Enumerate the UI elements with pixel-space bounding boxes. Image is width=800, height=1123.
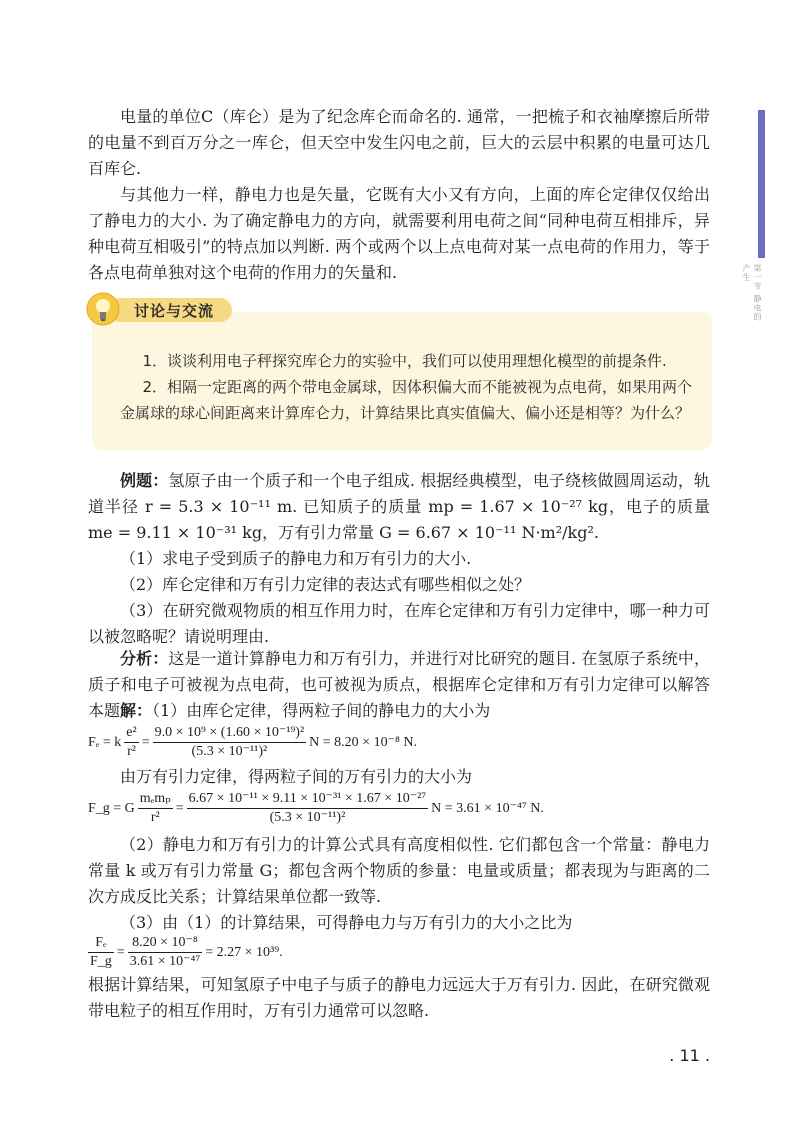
discussion-header: [86, 292, 234, 326]
eq2-fraction-symbolic: [138, 790, 173, 827]
example-text: 氢原子由一个质子和一个电子组成. 根据经典模型，电子绕核做圆周运动，轨道半径 r = 5.3 × 10⁻¹¹ m. 已知质子的质量 mp = 1.67 × 10⁻²⁷ kg，电子的质量 me = 9.11 × 10⁻³¹ kg，万有引力常量 G = 6.67 × 10⁻¹¹ N·m²/kg².: [88, 471, 710, 542]
eq3-rhs: = 2.27 × 10³⁹.: [205, 944, 283, 960]
eq2-f1-den: r²: [150, 810, 160, 825]
eq2-f1-num: mₑmₚ: [138, 790, 173, 809]
paragraph-coulomb-unit: 电量的单位C（库仑）是为了纪念库仑而命名的. 通常，一把梳子和衣袖摩擦后所带的电量不到百万分之一库仑，但天空中发生闪电之前，巨大的云层中积累的电量可达几百库仑.: [88, 107, 710, 178]
example-label: 例题：: [120, 471, 169, 490]
solution-step-2: （2）静电力和万有引力的计算公式具有高度相似性. 它们都包含一个常量：静电力常量 k 或万有引力常量 G；都包含两个物质的参量：电量或质量；都表现为与距离的二次方成反比关系；计算结果单位都一致等.: [88, 835, 710, 906]
eq3-f1-den: F_g: [90, 954, 112, 969]
eq3-f1-num: Fₑ: [88, 934, 114, 953]
chapter-tab-label: 第一节 静电的产生: [742, 264, 762, 322]
paragraph-vector-force: 与其他力一样，静电力也是矢量，它既有大小又有方向，上面的库仑定律仅仅给出了静电力的大小. 为了确定静电力的方向，就需要利用电荷之间“同种电荷互相排斥，异种电荷互相吸引”的特点加以判断. 两个或两个以上点电荷对某一点电荷的作用力，等于各点电荷单独对这个电荷的作用力的矢量和.: [88, 185, 710, 282]
eq3-fraction-numeric: [128, 934, 203, 971]
solution-step-1-intro: [88, 698, 710, 724]
solution-gravity-intro: 由万有引力定律，得两粒子间的万有引力的大小为: [120, 767, 473, 786]
equation-ratio: $\frac{\text{Fₑ}}{F\_g}$ = $\frac{\text{8.20 × 10⁻⁸}}{\text{3.61 × 10⁻⁴⁷}}$ = 2.27 × 10³⁹.: [90, 935, 283, 969]
solution-step-3-intro: （3）由（1）的计算结果，可得静电力与万有引力的大小之比为: [120, 913, 573, 932]
eq1-fraction-symbolic: [124, 724, 138, 761]
equation-gravity: F_g = G $\frac{\text{mₑmₚ}}{\text{r²}}$ = $\frac{\text{6.67 × 10⁻¹¹ × 9.11 × 10⁻³¹ × 1.67 × 10⁻²⁷}}{\text{(5.3 × 10⁻¹¹)²}}$ N = 3.61 × 10⁻⁴⁷ N.: [88, 791, 544, 825]
discussion-title: 讨论与交流: [134, 302, 215, 320]
example-question-3: （3）在研究微观物质的相互作用力时，在库仑定律和万有引力定律中，哪一种力可以被忽略呢？请说明理由.: [88, 601, 710, 646]
eq1-fraction-numeric: [153, 724, 307, 761]
equation-coulomb: Fₑ = k $\frac{\text{e²}}{\text{r²}}$ = $\frac{\text{9.0 × 10⁹ × (1.60 × 10⁻¹⁹)²}}{\text{(5.3 × 10⁻¹¹)²}}$ N = 8.20 × 10⁻⁸ N.: [88, 725, 417, 759]
discussion-item-2: 2．相隔一定距离的两个带电金属球，因体积偏大而不能被视为点电荷，如果用两个金属球的球心间距离来计算库仑力，计算结果比真实值偏大、偏小还是相等？为什么？: [120, 378, 693, 422]
eq2-fraction-numeric: [187, 790, 429, 827]
example-paragraph: [88, 468, 710, 546]
solution-conclusion: 根据计算结果，可知氢原子中电子与质子的静电力远远大于万有引力. 因此，在研究微观带电粒子的相互作用时，万有引力通常可以忽略.: [88, 975, 710, 1020]
eq3-f2-num: 8.20 × 10⁻⁸: [128, 934, 203, 953]
example-question-1: （1）求电子受到质子的静电力和万有引力的大小.: [120, 549, 472, 568]
eq1-lhs: Fₑ = k: [88, 734, 122, 750]
example-question-2: （2）库仑定律和万有引力定律的表达式有哪些相似之处？: [120, 575, 531, 594]
eq2-rhs: N = 3.61 × 10⁻⁴⁷ N.: [431, 801, 544, 816]
eq1-f2-den: (5.3 × 10⁻¹¹)²: [191, 744, 268, 759]
solution-step-1-text: （1）由库仑定律，得两粒子间的静电力的大小为: [152, 701, 491, 720]
analysis-label: 分析：: [120, 649, 169, 668]
eq1-rhs: N = 8.20 × 10⁻⁸ N.: [309, 735, 417, 750]
page-number: . 11 .: [669, 1046, 710, 1065]
eq1-f1-num: e²: [124, 724, 138, 743]
eq2-f2-num: 6.67 × 10⁻¹¹ × 9.11 × 10⁻³¹ × 1.67 × 10⁻²⁷: [187, 790, 429, 809]
eq3-f2-den: 3.61 × 10⁻⁴⁷: [129, 954, 201, 969]
chapter-tab-bar: [758, 110, 765, 258]
lightbulb-icon: [86, 292, 120, 326]
eq3-fraction-symbolic: [88, 934, 114, 971]
discussion-item-1: 1．谈谈利用电子秤探究库仑力的实验中，我们可以使用理想化模型的前提条件.: [142, 352, 667, 370]
eq1-f2-num: 9.0 × 10⁹ × (1.60 × 10⁻¹⁹)²: [153, 724, 307, 743]
eq1-f1-den: r²: [127, 744, 136, 759]
eq2-f2-den: (5.3 × 10⁻¹¹)²: [269, 810, 346, 825]
solution-label: 解：: [120, 701, 153, 720]
eq2-lhs: F_g = G: [88, 800, 135, 816]
analysis-text: 这是一道计算静电力和万有引力，并进行对比研究的题目. 在氢原子系统中，质子和电子可被视为点电荷，也可被视为质点，根据库仑定律和万有引力定律可以解答本题.: [88, 649, 710, 720]
